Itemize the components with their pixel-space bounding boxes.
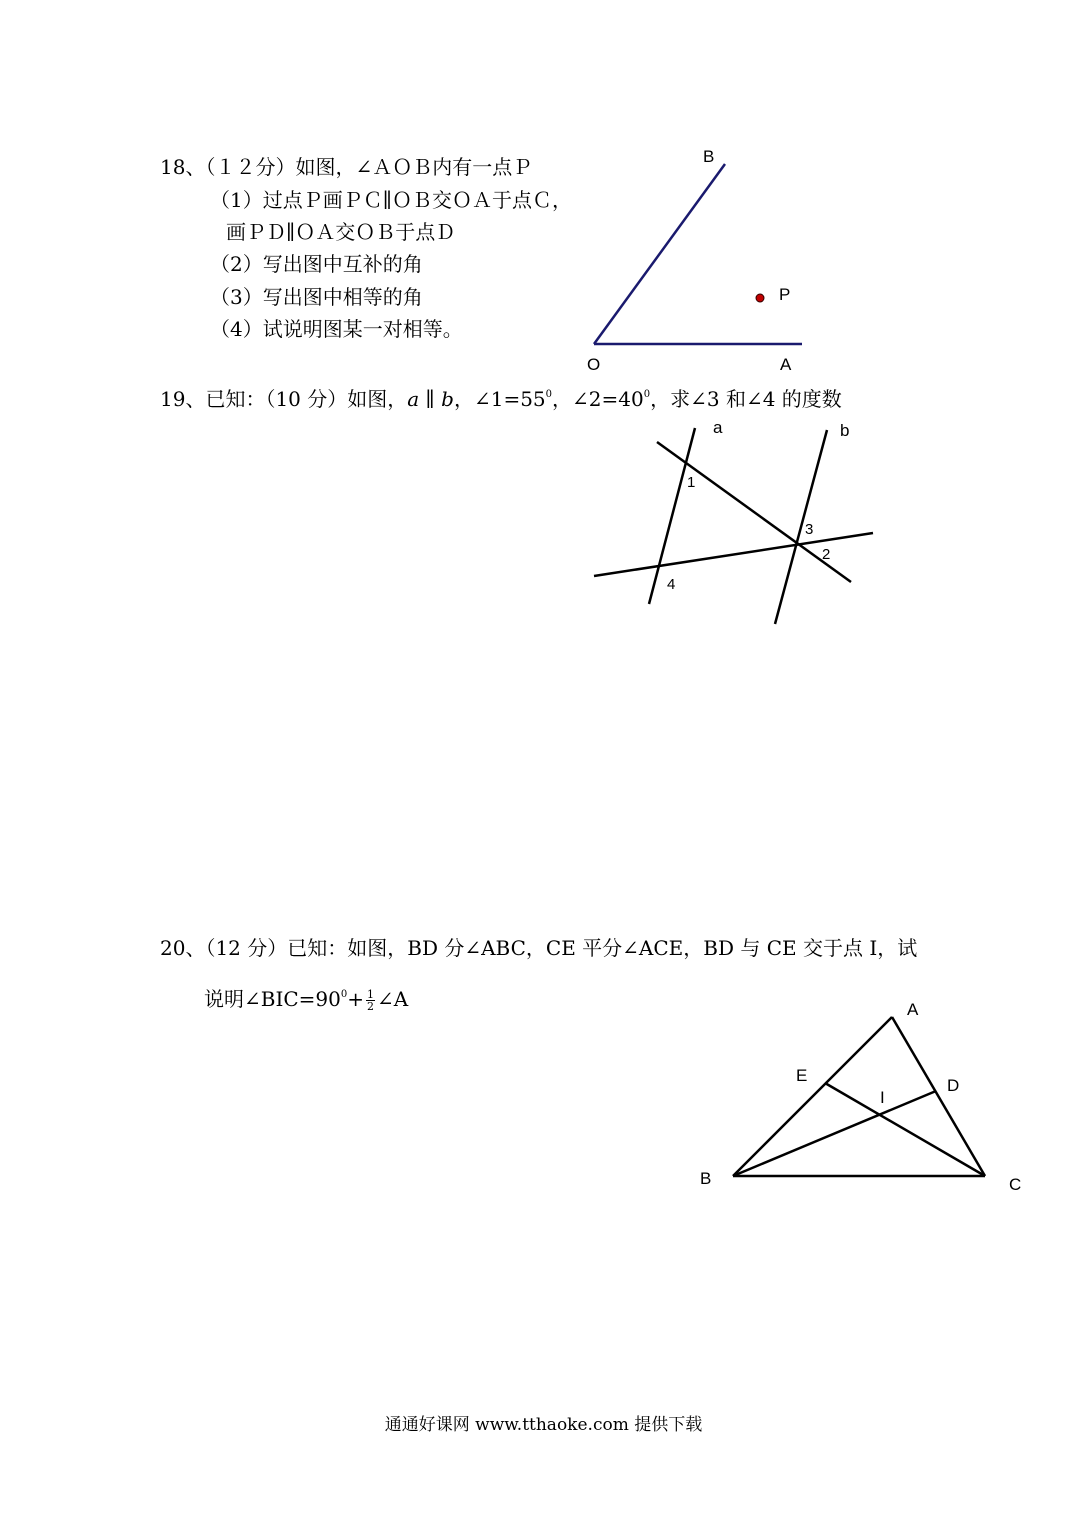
q19-line-a: a <box>407 387 420 411</box>
label-vertex-a: A <box>907 1000 919 1019</box>
bisector-ce <box>825 1083 985 1176</box>
q19-degree-1: 0 <box>545 389 553 400</box>
q20-plus: + <box>347 987 365 1011</box>
q18-part2: （2）写出图中互补的角 <box>210 252 423 276</box>
q20-frac-den: 2 <box>367 1000 375 1013</box>
triangle-figure <box>690 990 1040 1200</box>
q19-text-c: ，∠2=40 <box>552 387 644 411</box>
label-vertex-d: D <box>947 1076 960 1095</box>
label-line-a: a <box>713 418 723 437</box>
q19-text-b: ，∠1=55 <box>453 387 546 411</box>
point-p <box>756 294 764 302</box>
q19-text-d: ，求∠3 和∠4 的度数 <box>650 387 842 411</box>
angle-4-label: 4 <box>667 576 676 593</box>
q18-part3: （3）写出图中相等的角 <box>210 285 423 309</box>
label-a: A <box>780 355 792 374</box>
q20-degree: 0 <box>340 989 348 1000</box>
ray-ob <box>594 164 725 344</box>
side-ac <box>892 1017 985 1176</box>
angle-1-label: 1 <box>687 474 696 491</box>
q20-statement: 20、（12 分）已知：如图，BD 分∠ABC，CE 平分∠ACE，BD 与 CE 交于点 I，试 <box>160 936 918 960</box>
page-footer: 通通好课网 www.tthaoke.com 提供下载 <box>384 1415 703 1435</box>
label-vertex-e: E <box>796 1066 808 1085</box>
label-o: O <box>587 355 601 374</box>
q19-statement <box>160 383 842 411</box>
angle-2-label: 2 <box>822 546 831 563</box>
q20-claim-a: 说明∠BIC=90 <box>204 987 341 1011</box>
q18-title: 18、（１２分）如图，∠ＡＯＢ内有一点Ｐ <box>160 155 533 179</box>
q19-degree-2: 0 <box>643 389 651 400</box>
transversal-2 <box>594 533 873 576</box>
parallel-lines-figure <box>585 410 885 640</box>
q20-frac-num: 1 <box>367 988 375 1001</box>
line-b <box>775 430 827 624</box>
label-p: P <box>779 285 791 304</box>
side-ba <box>733 1017 892 1176</box>
angle-aob-figure <box>570 140 830 380</box>
q19-line-b: b <box>441 387 454 411</box>
q18-part4: （4）试说明图某一对相等。 <box>210 317 463 341</box>
q19-text-a: 19、已知：（10 分）如图， <box>160 387 408 411</box>
q18-part1-cont: 画ＰＤ∥ＯＡ交ＯＢ于点Ｄ <box>226 220 456 244</box>
q20-claim-b: ∠A <box>377 987 409 1011</box>
label-line-b: b <box>840 421 850 440</box>
label-b: B <box>703 147 715 166</box>
q19-parallel: ∥ <box>419 387 442 411</box>
q20-claim <box>204 983 408 1012</box>
label-vertex-i: I <box>880 1088 885 1107</box>
label-vertex-c: C <box>1009 1175 1022 1194</box>
q18-part1: （1）过点Ｐ画ＰＣ∥ＯＢ交ＯＡ于点Ｃ， <box>210 188 572 212</box>
q20-fraction <box>366 989 375 1012</box>
angle-3-label: 3 <box>805 521 814 538</box>
label-vertex-b: B <box>700 1169 712 1188</box>
bisector-bd <box>733 1091 936 1176</box>
